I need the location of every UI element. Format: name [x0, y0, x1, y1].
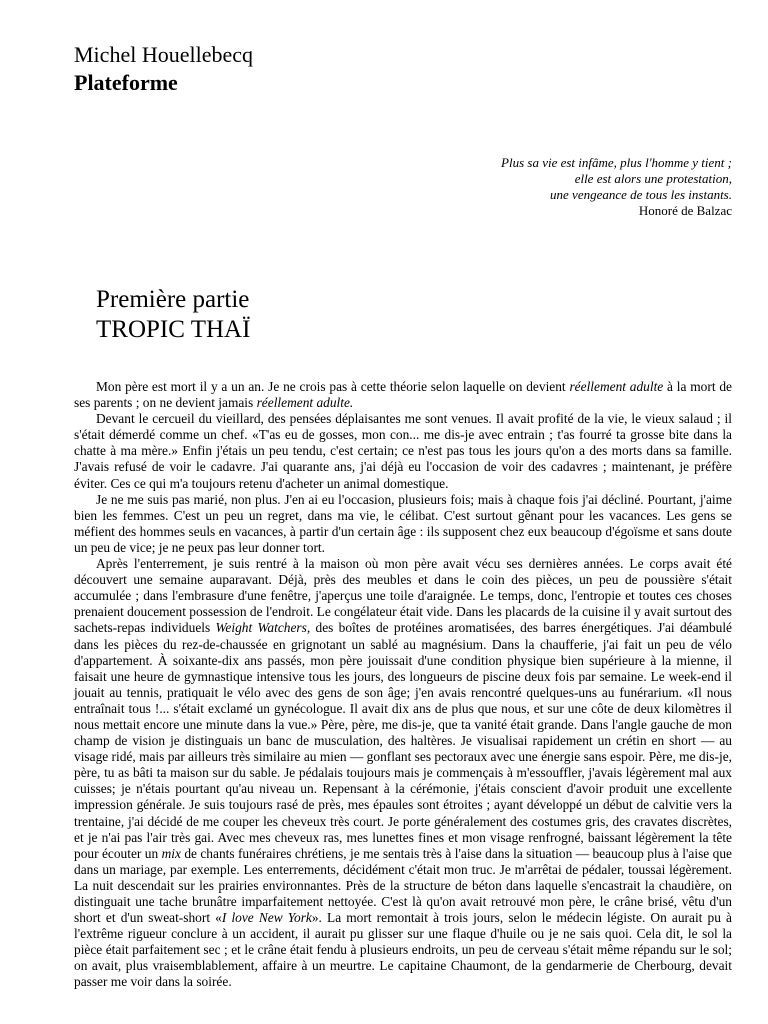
- book-title: Plateforme: [74, 70, 178, 95]
- book-author: Michel Houellebecq: [74, 42, 253, 67]
- text-run: de chants funéraires chrétiens, je me sentais très à l'aise dans la situation — beaucoup plus à l'aise que dans un mariage, par exemple. Les enterrements, décidément c'était mon truc. Je m'arrêtai de pédaler, toussai légèrement. La nuit descendait sur les prairies environnantes. Près de la structure de béton dans laquelle s'encastrait la chaudière, on distinguait une tache brunâtre imparfaitement nettoyée. C'est là qu'on avait retrouvé mon père, le crâne brisé, vêtu d'un short et d'un sweat-short «: [74, 845, 732, 926]
- epigraph-attribution: Honoré de Balzac: [638, 203, 732, 218]
- part-label: Première partie: [96, 286, 250, 313]
- text-run: ». La mort remontait à trois jours, selon le médecin légiste. On aurait pu à l'extrême rigueur conclure à un accident, il aurait pu glisser sur une flaque d'huile ou je ne sais quoi. Cela dit, le sol la pièce était parfaitement sec ; et le crâne était fendu à plusieurs endroits, un peu de cerveau s'était même répandu sur le sol; on avait, plus vraisemblablement, affaire à un meurtre. Le capitaine Chaumont, de la gendarmerie de Cherbourg, devait passer me voir dans la soirée.: [74, 910, 732, 990]
- paragraph: [74, 379, 732, 411]
- italic-text: réellement adulte.: [256, 395, 354, 411]
- text-run: Mon père est mort il y a un an. Je ne crois pas à cette théorie selon laquelle on devient: [96, 379, 570, 394]
- italic-text: I love New York: [221, 910, 312, 926]
- text-run: Devant le cercueil du vieillard, des pensées déplaisantes me sont venues. Il avait profité de la vie, le vieux salaud ; il s'était démerdé comme un chef. «T'as eu de gosses, mon con... me dis-je avec entrain ; t'as fourré ta grosse bite dans la chatte à ma mère.» Enfin j'étais un peu tendu, c'est certain; ce n'est pas tous les jours qu'on a des morts dans sa famille. J'avais refusé de voir le cadavre. J'ai quarante ans, j'ai déjà eu l'occasion de voir des cadavres ; maintenant, je préfère éviter. Ces ce qui m'a toujours retenu d'acheter un animal domestique.: [74, 411, 732, 491]
- paragraph: [74, 556, 732, 991]
- epigraph: [501, 155, 732, 219]
- italic-text: Weight Watchers,: [215, 620, 311, 636]
- text-run: à la mort de ses parents ; on ne devient jamais: [74, 379, 732, 411]
- paragraph: [74, 492, 732, 556]
- italic-text: réellement adulte: [569, 379, 664, 394]
- text-run: des boîtes de protéines aromatisées, des barres énergétiques. J'ai déambulé dans les pièces du rez-de-chaussée en grignotant un sablé au magnésium. Dans la chaufferie, j'ai fait un peu de vélo d'appartement. À soixante-dix ans passés, mon père jouissait d'une condition physique bien supérieure à la mienne, il faisait une heure de gymnastique intensive tous les jours, des longueurs de piscine deux fois par semaine. Le week-end il jouait au tennis, pratiquait le vélo avec des gens de son âge; j'en avais rencontré quelques-uns au funérarium. «Il nous entraînait tous !... s'était exclamé un gynécologue. Il avait dix ans de plus que nous, et sur une côte de deux kilomètres il nous mettait encore une minute dans la vue.» Père, père, me dis-je, que ta vanité était grande. Dans l'angle gauche de mon champ de vision je distinguais un banc de musculation, des haltères. Je visualisai rapidement un crétin en short — au visage ridé, mais par ailleurs très similaire au mien — gonflant ses pectoraux avec une énergie sans espoir. Père, me dis-je, père, tu as bâti ta maison sur du sable. Je pédalais toujours mais je commençais à m'essouffler, j'avais légèrement mal aux cuisses; je n'étais pourtant qu'au niveau un. Repensant à la cérémonie, j'étais conscient d'avoir produit une excellente impression générale. Je suis toujours rasé de près, mes épaules sont étroites ; ayant développé un début de calvitie vers la trentaine, j'ai décidé de me couper les cheveux très court. Je porte généralement des costumes gris, des cravates discrètes, et je n'ai pas l'air très gai. Avec mes cheveux ras, mes lunettes fines et mon visage renfrogné, baissant légèrement la tête pour écouter un: [74, 620, 732, 861]
- paragraph: [74, 411, 732, 491]
- epigraph-line: une vengeance de tous les instants.: [550, 187, 732, 202]
- epigraph-line: Plus sa vie est infâme, plus l'homme y tient ;: [501, 155, 732, 170]
- part-name: TROPIC THAÏ: [96, 316, 251, 343]
- text-run: Après l'enterrement, je suis rentré à la maison où mon père avait vécu ses dernières années. Le corps avait été découvert une semaine auparavant. Déjà, près des meubles et dans le coin des pièces, un peu de poussière s'était accumulée ; dans l'embrasure d'une fenêtre, j'aperçus une toile d'araignée. Le temps, donc, l'entropie et toutes ces choses prenaient doucement possession de l'endroit. Le congélateur était vide. Dans les placards de la cuisine il y avait surtout des sachets-repas individuels: [74, 556, 732, 636]
- text-run: Je ne me suis pas marié, non plus. J'en ai eu l'occasion, plusieurs fois; mais à chaque fois j'ai décliné. Pourtant, j'aime bien les femmes. C'est un peu un regret, dans ma vie, le célibat. C'est surtout gênant pour les vacances. Les gens se méfient des hommes seuls en vacances, à partir d'un certain âge : ils supposent chez eux beaucoup d'égoïsme et sans doute un peu de vice; je ne peux pas leur donner tort.: [74, 491, 732, 555]
- italic-text: mix: [161, 845, 181, 861]
- body-text: [74, 379, 732, 991]
- epigraph-line: elle est alors une protestation,: [574, 171, 732, 186]
- part-heading: [96, 285, 250, 345]
